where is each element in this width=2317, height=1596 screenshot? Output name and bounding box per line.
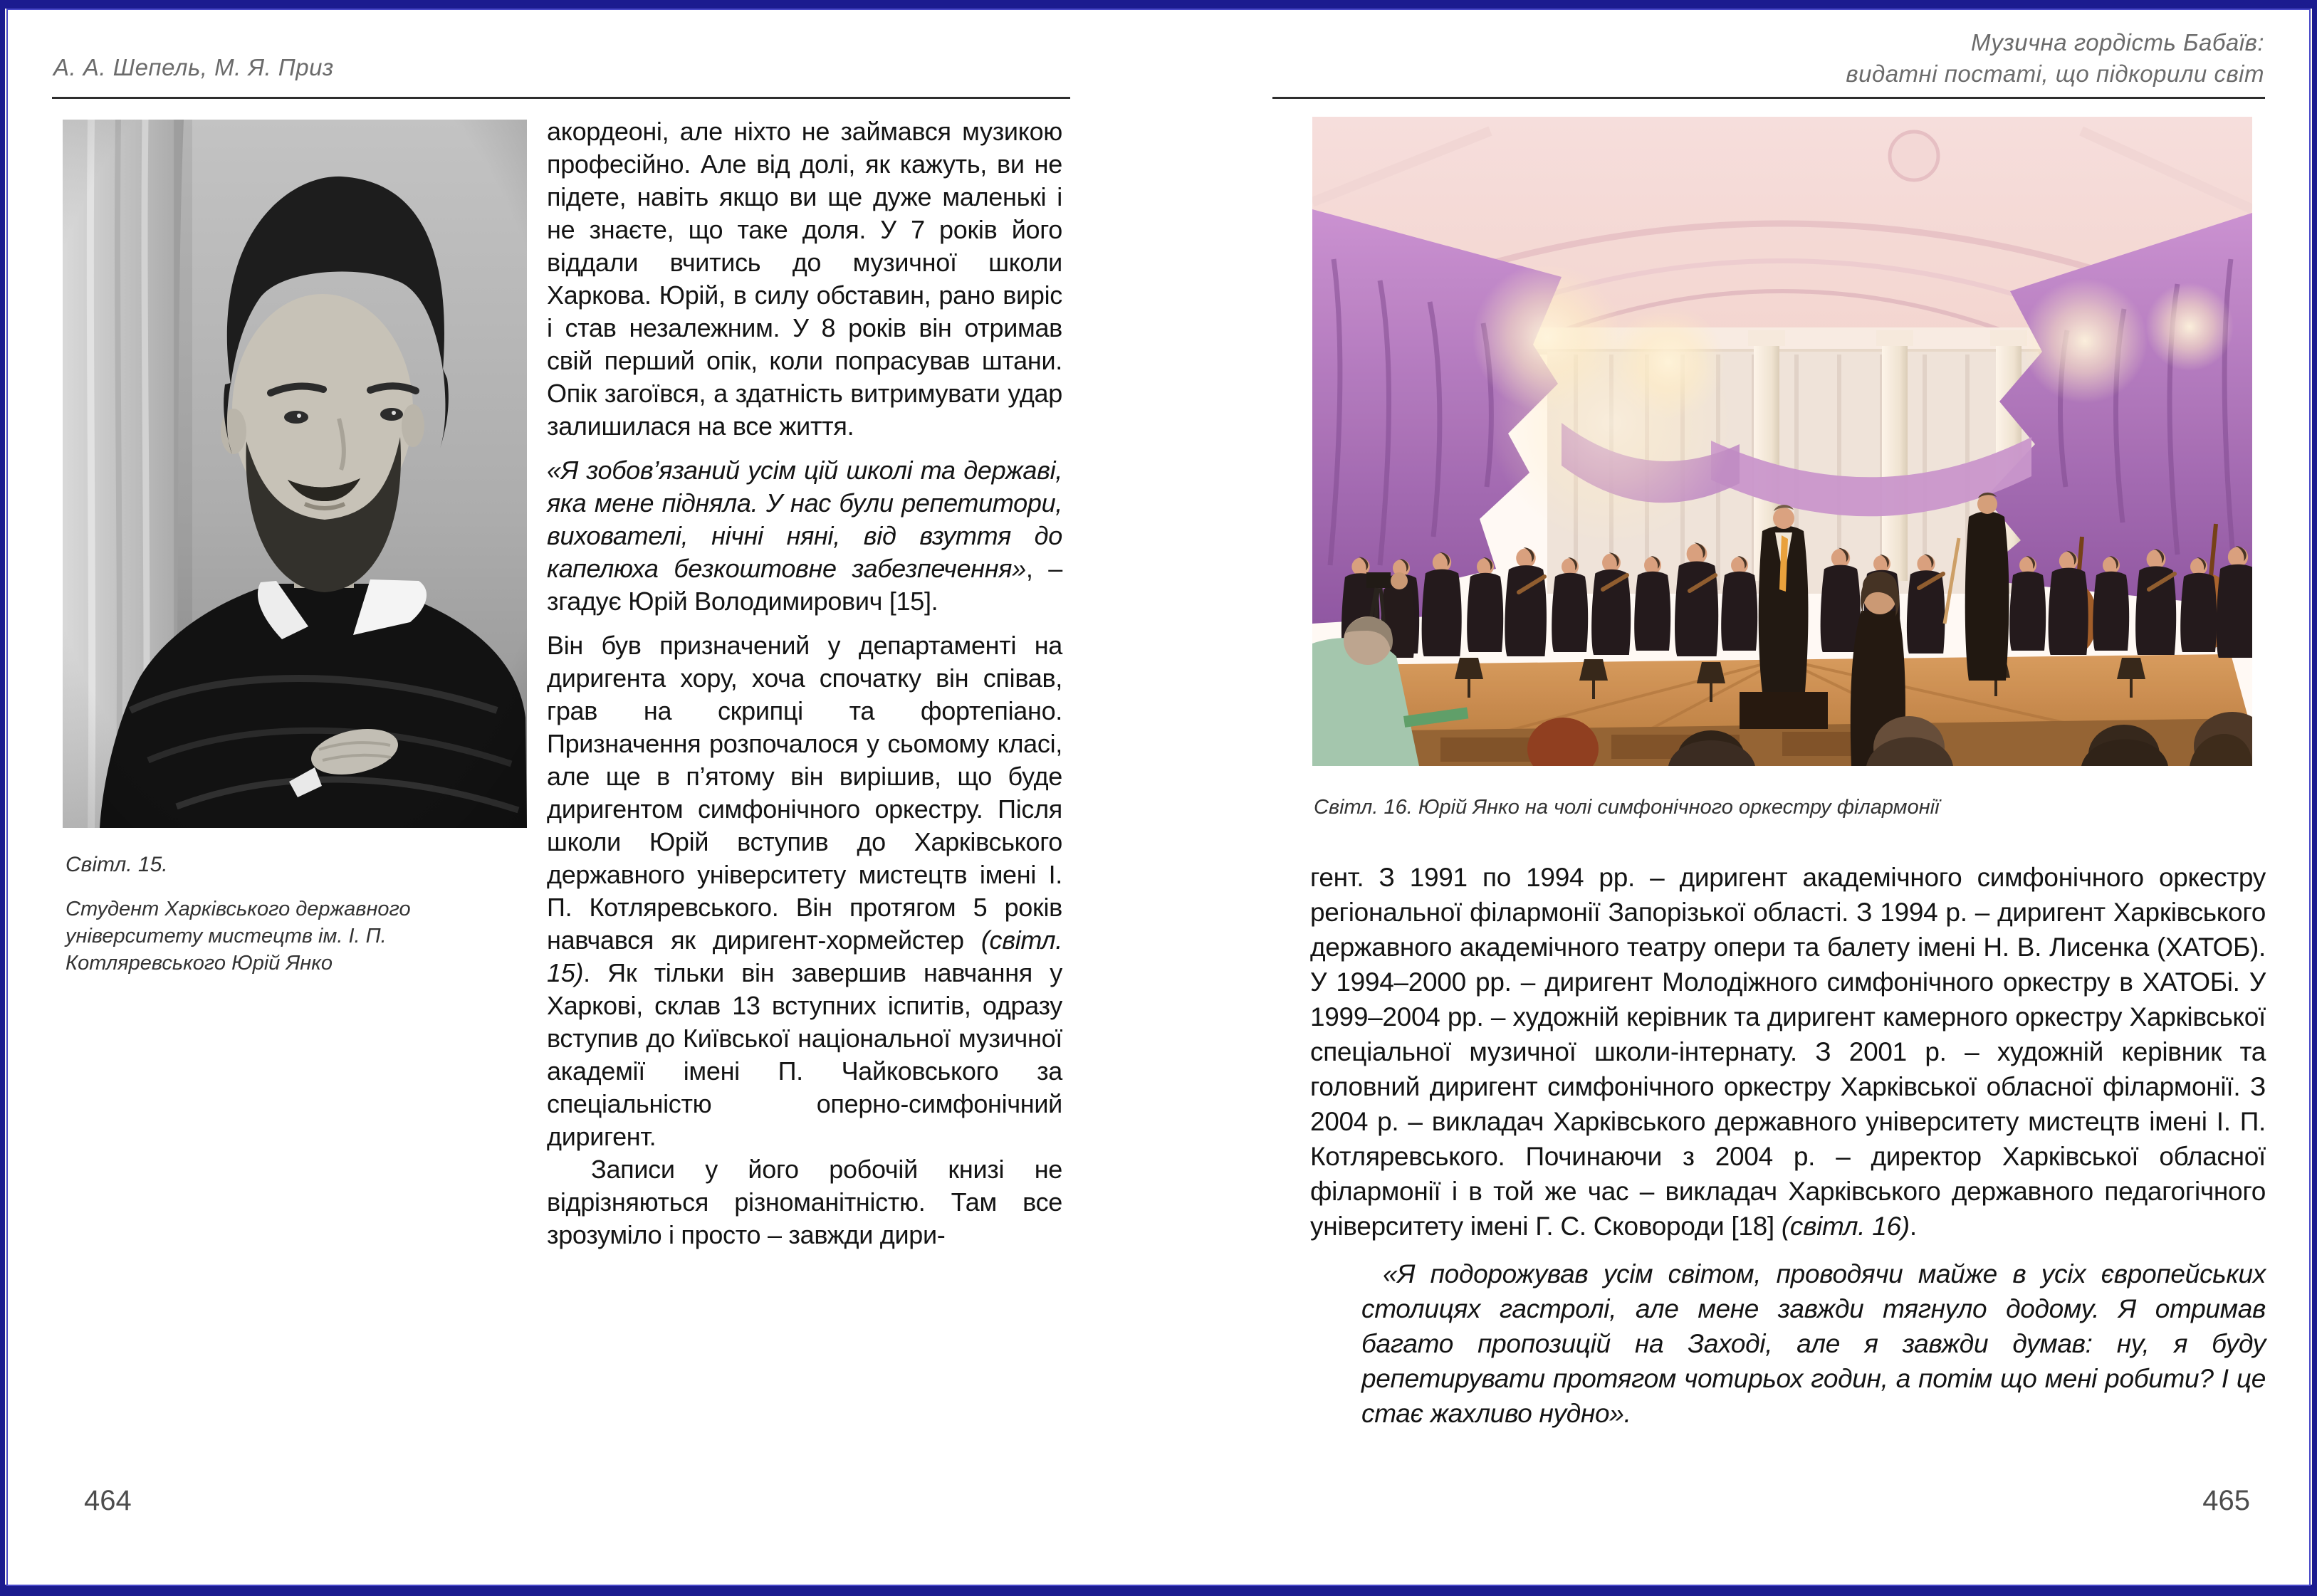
paragraph: Записи у його робочій книзі не відрізняються різноманітністю. Там все зрозуміло і просто – завжди дири- bbox=[547, 1155, 1062, 1249]
paragraph: «Я зобов’язаний усім цій школі та державі, яка мене підняла. У нас були репетитори, вихователі, нічні няні, від взуття до капелюха безкоштовне забезпечення», – згадує Юрій Володимирович [15]. bbox=[547, 456, 1062, 616]
page-number-left: 464 bbox=[84, 1485, 132, 1516]
paragraph: Він був призначений у департаменті на диригента хору, хоча спочатку він співав, грав на скрипці та фортепіано. Призначення розпочалося у сьомому класі, але ще в п’ятому він вирішив, що буде диригентом симфонічного оркестру. Після школи Юрій вступив до Харківського державного університету мистецтв імені І. П. Котляревського. Він протягом 5 років навчався як диригент-хормейстер (світл. 15). Як тільки він завершив навчання у Харкові, склав 13 вступних іспитів, одразу вступив до Київської національної музичної академії імені П. Чайковського за спеціальністю оперно-симфонічний диригент. bbox=[547, 631, 1062, 1151]
right-text-column bbox=[1310, 860, 2266, 1431]
paragraph: акордеоні, але ніхто не займався музикою професійно. Але від долі, як кажуть, ви не підете, навіть якщо ви ще дуже маленькі і не знаєте, що таке доля. У 7 років його віддали вчитись до музичної школи Харкова. Юрій, в силу обставин, рано виріс і став незалежним. У 8 років він отримав свій перший опік, коли попрасував штани. Опік загоївся, а здатність витримувати удар залишилася на все життя. bbox=[547, 117, 1062, 441]
running-head-right bbox=[1275, 27, 2264, 90]
orchestra-photo-graphic bbox=[1312, 117, 2252, 766]
portrait-photo bbox=[63, 120, 527, 828]
orchestra-photo bbox=[1312, 117, 2252, 766]
photo-caption-left: Студент Харківського державного університету мистецтв ім. І. П. Котляревського Юрій Янко bbox=[66, 898, 411, 975]
photo-caption-right: Світл. 16. Юрій Янко на чолі симфонічного оркестру філармонії bbox=[1314, 796, 1940, 819]
running-head-right-line1: Музична гордість Бабаїв: bbox=[1971, 29, 2264, 56]
paragraph: гент. З 1991 по 1994 рр. – диригент академічного симфонічного оркестру регіональної філармонії Запорізької області. З 1994 р. – диригент Харківського державного академічного театру опери та балету імені Н. В. Лисенка (ХАТОБ). У 1994–2000 рр. – диригент Молодіжного симфонічного оркестру в ХАТОБі. У 1999–2004 рр. – художній керівник та диригент камерного оркестру Харківської спеціальної музичної школи-інтернату. З 2001 р. – художній керівник та головний диригент симфонічного оркестру Харківської обласної філармонії. З 2004 р. – викладач Харківського державного університету мистецтв імені І. П. Котляревського. Починаючи з 2004 р. – директор Харківської обласної філармонії і в той же час – викладач Харківського державного педагогічного університету імені Г. С. Сковороди [18] (світл. 16). bbox=[1310, 863, 2266, 1241]
photo-caption-number: Світл. 15. bbox=[66, 853, 168, 876]
running-head-left: А. А. Шепель, М. Я. Приз bbox=[53, 54, 334, 80]
running-head-right-line2: видатні постаті, що підкорили світ bbox=[1846, 61, 2264, 87]
header-rule-right bbox=[1272, 97, 2265, 99]
portrait-photo-graphic bbox=[63, 120, 527, 828]
left-text-column bbox=[547, 115, 1062, 1251]
page-number-right: 465 bbox=[2202, 1485, 2250, 1516]
header-rule-left bbox=[52, 97, 1070, 99]
paragraph: «Я подорожував усім світом, проводячи майже в усіх європейських столицях гастролі, але мене завжди тягнуло додому. Я отримав багато пропозицій на Заході, але я завжди думав: ну, я буду репетирувати протягом чотирьох годин, а потім що мені робити? І це стає жахливо нудно». bbox=[1361, 1259, 2266, 1428]
